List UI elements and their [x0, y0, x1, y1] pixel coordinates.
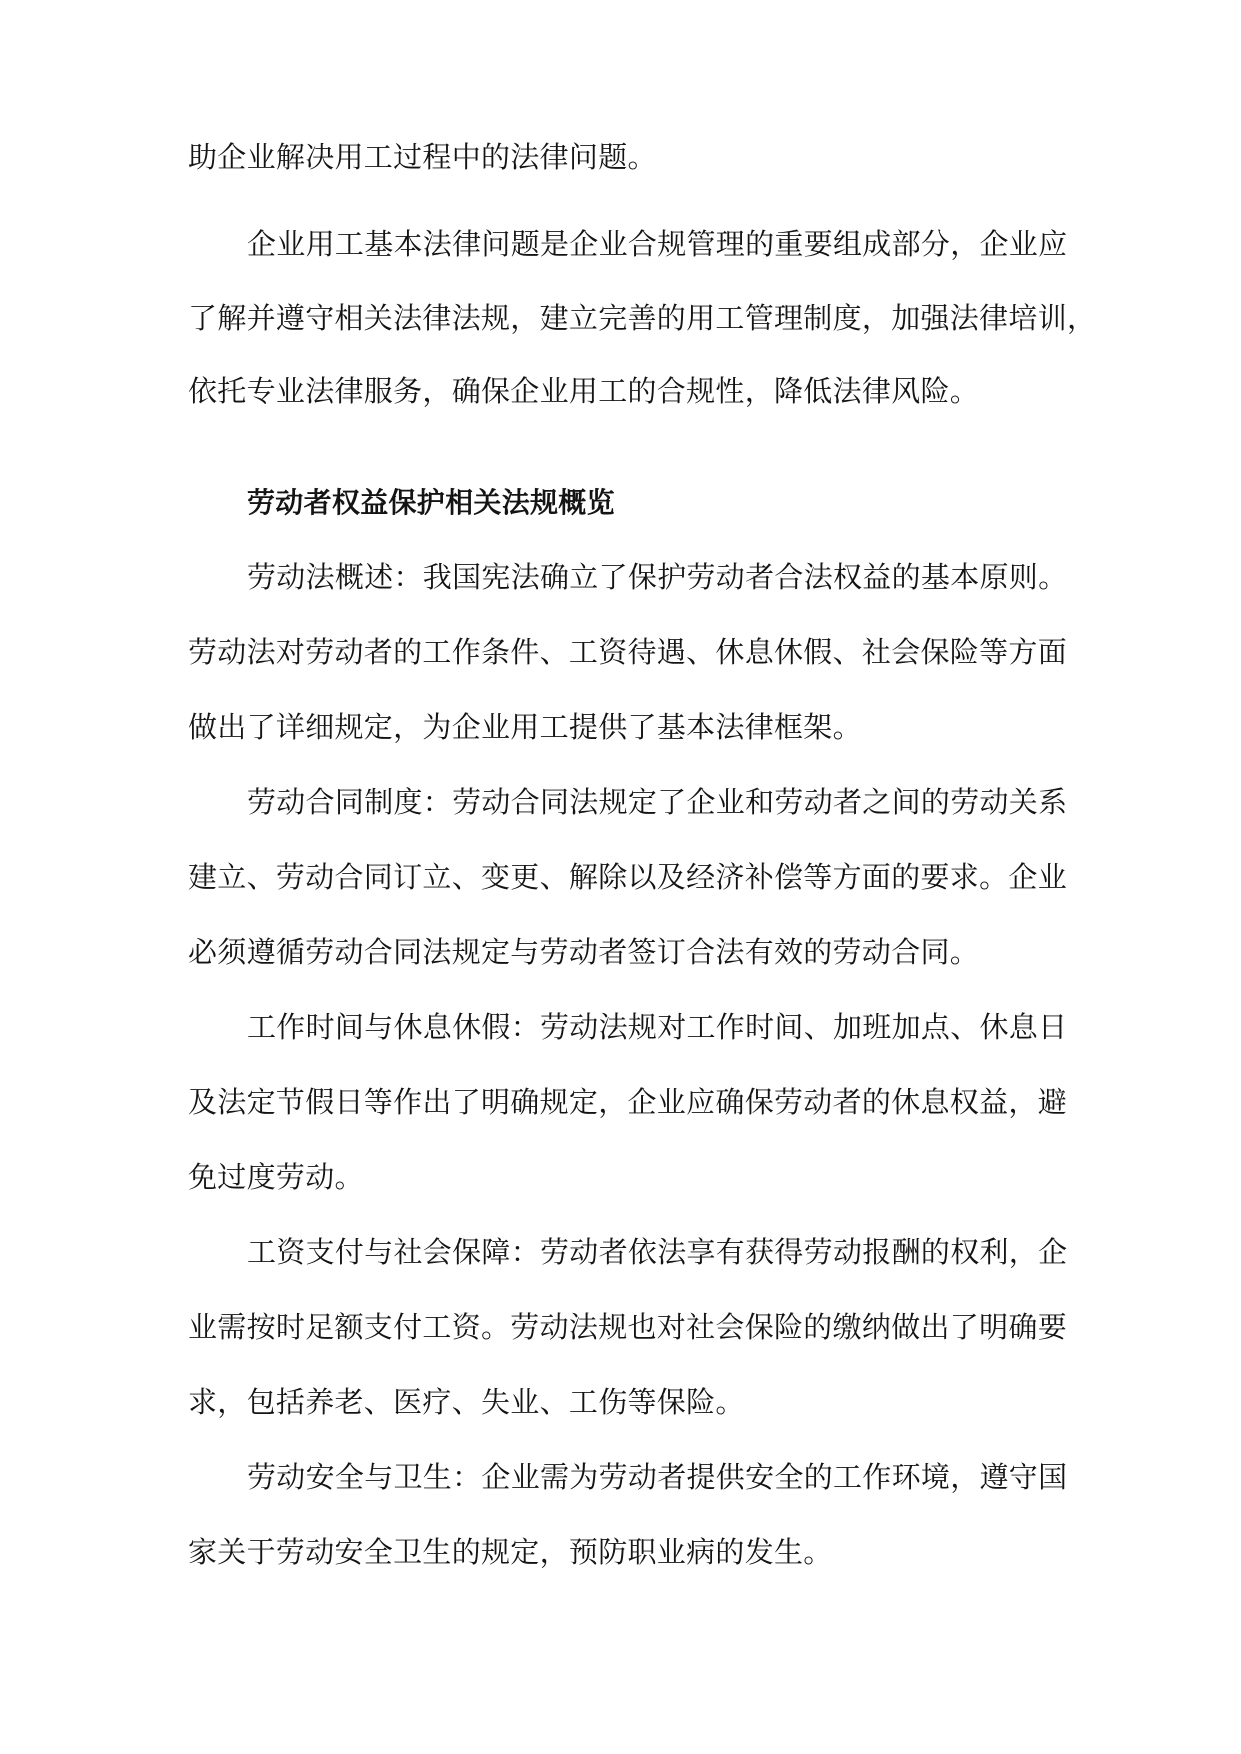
text-line: 家关于劳动安全卫生的规定，预防职业病的发生。 — [188, 1535, 833, 1569]
text-line: 免过度劳动。 — [188, 1160, 364, 1194]
text-line: 劳动安全与卫生：企业需为劳动者提供安全的工作环境，遵守国 — [247, 1460, 1068, 1494]
text-line: 及法定节假日等作出了明确规定，企业应确保劳动者的休息权益，避 — [188, 1085, 1068, 1119]
text-line: 了解并遵守相关法律法规，建立完善的用工管理制度，加强法律培训， — [188, 301, 1097, 335]
text-line: 业需按时足额支付工资。劳动法规也对社会保险的缴纳做出了明确要 — [188, 1310, 1068, 1344]
text-line: 求，包括养老、医疗、失业、工伤等保险。 — [188, 1385, 745, 1419]
text-line: 工资支付与社会保障：劳动者依法享有获得劳动报酬的权利，企 — [247, 1235, 1068, 1269]
text-line: 必须遵循劳动合同法规定与劳动者签订合法有效的劳动合同。 — [188, 935, 980, 969]
text-line: 建立、劳动合同订立、变更、解除以及经济补偿等方面的要求。企业 — [188, 860, 1068, 894]
text-line: 工作时间与休息休假：劳动法规对工作时间、加班加点、休息日 — [247, 1010, 1068, 1044]
text-line: 劳动法概述：我国宪法确立了保护劳动者合法权益的基本原则。 — [247, 560, 1068, 594]
text-line: 劳动法对劳动者的工作条件、工资待遇、休息休假、社会保险等方面 — [188, 635, 1068, 669]
section-heading: 劳动者权益保护相关法规概览 — [247, 486, 615, 519]
text-line: 依托专业法律服务，确保企业用工的合规性，降低法律风险。 — [188, 374, 980, 408]
text-line: 助企业解决用工过程中的法律问题。 — [188, 140, 657, 174]
text-line: 劳动合同制度：劳动合同法规定了企业和劳动者之间的劳动关系 — [247, 785, 1068, 819]
text-line: 企业用工基本法律问题是企业合规管理的重要组成部分，企业应 — [247, 227, 1068, 261]
text-line: 做出了详细规定，为企业用工提供了基本法律框架。 — [188, 710, 862, 744]
